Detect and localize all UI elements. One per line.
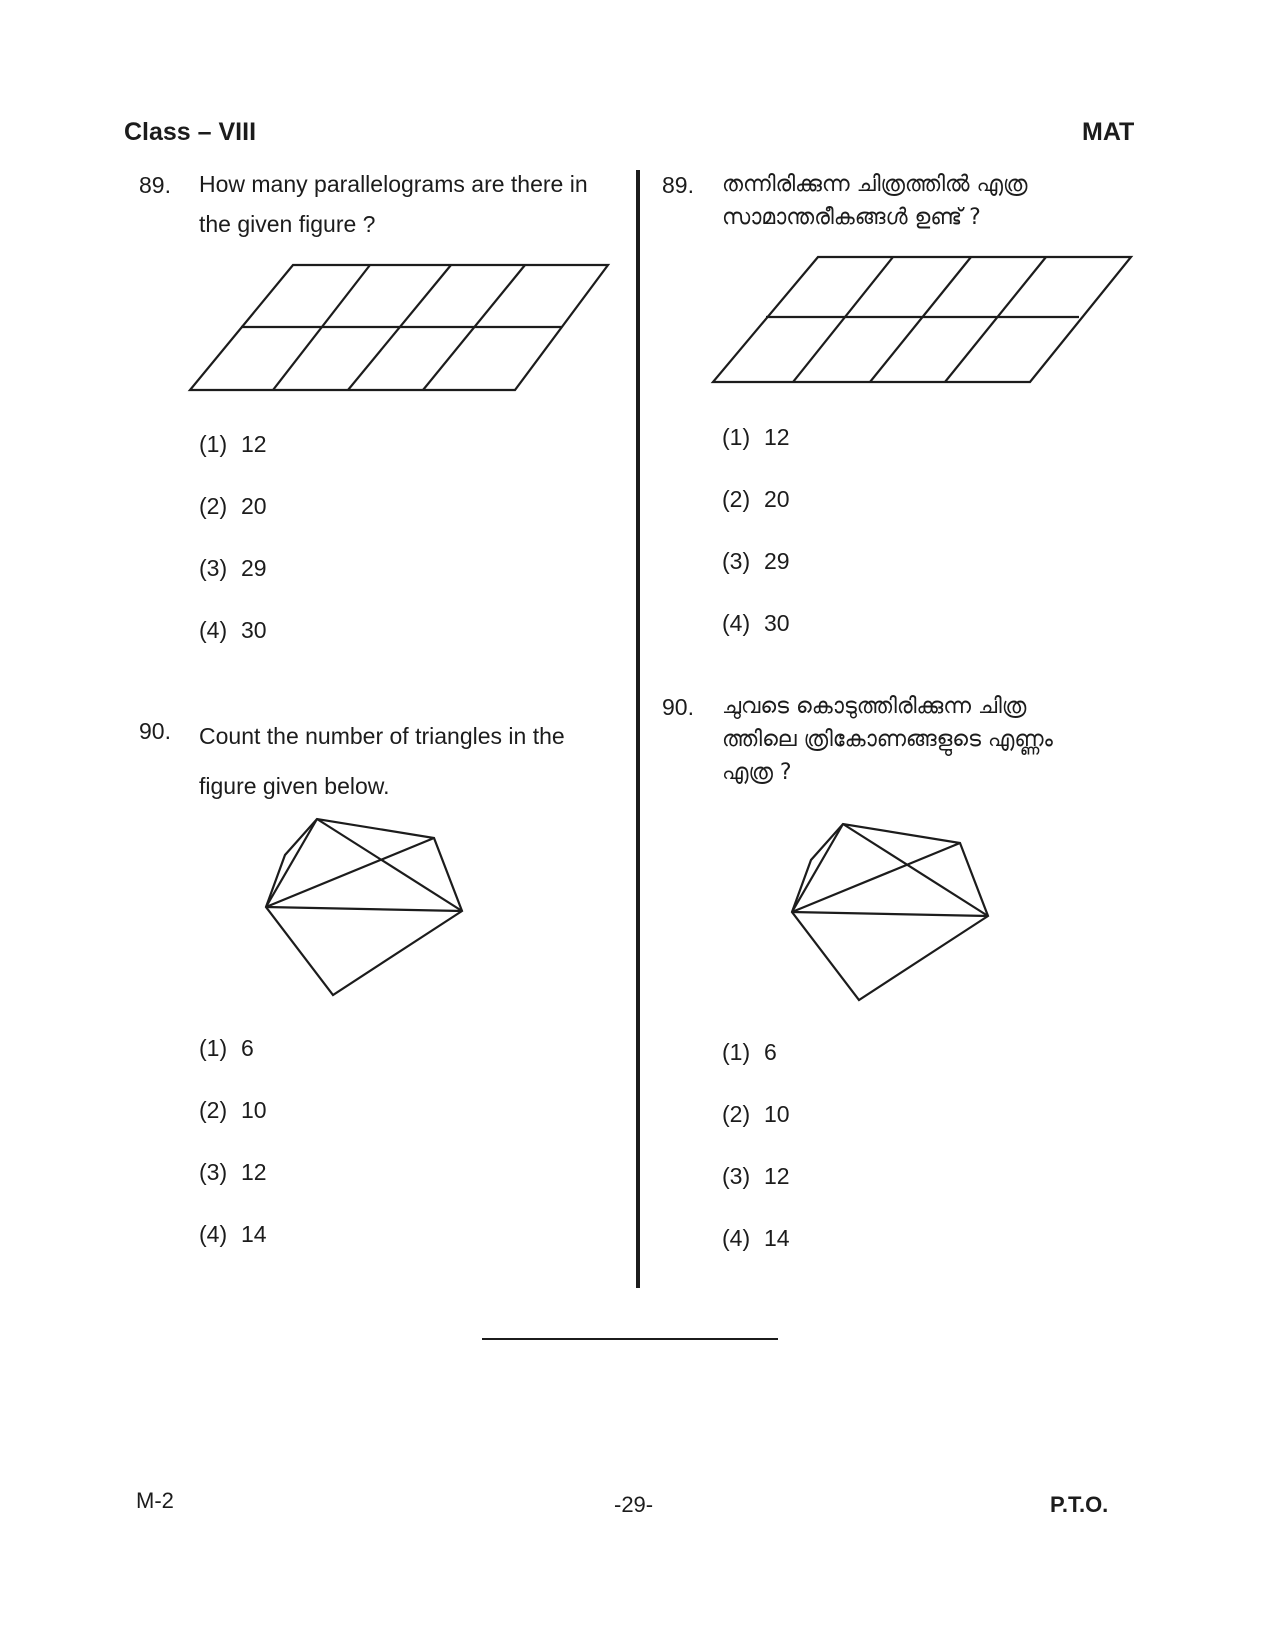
option-3[interactable]	[722, 546, 790, 576]
diagonal-line	[317, 819, 462, 911]
option-number: (4)	[722, 1225, 751, 1251]
option-value: 12	[241, 431, 267, 457]
option-number: (1)	[199, 1035, 228, 1061]
slant-divider	[870, 257, 971, 382]
outer-parallelogram	[713, 257, 1131, 382]
question-text-line: ത്തിലെ ത്രികോണങ്ങളുടെ എണ്ണം	[722, 727, 1053, 752]
question-text-line: figure given below.	[199, 773, 390, 799]
class-label: Class – VIII	[124, 118, 257, 146]
option-3[interactable]	[199, 553, 267, 583]
option-4[interactable]	[722, 608, 790, 638]
option-1[interactable]	[722, 422, 790, 452]
question-text-line: How many parallelograms are there in	[199, 171, 588, 197]
end-rule	[482, 1338, 778, 1340]
option-number: (2)	[199, 1097, 228, 1123]
option-number: (3)	[199, 555, 228, 581]
option-value: 12	[764, 1163, 790, 1189]
question-text-line: സാമാന്തരീകങ്ങൾ ഉണ്ട് ?	[722, 205, 981, 230]
option-1[interactable]	[199, 1033, 254, 1063]
option-value: 10	[241, 1097, 267, 1123]
option-value: 10	[764, 1101, 790, 1127]
option-2[interactable]	[722, 484, 790, 514]
option-number: (1)	[722, 1039, 751, 1065]
question-text	[199, 711, 619, 811]
option-value: 12	[764, 424, 790, 450]
page-number: -29-	[614, 1492, 654, 1517]
option-value: 12	[241, 1159, 267, 1185]
question-text-line: ചുവടെ കൊടുത്തിരിക്കുന്ന ചിത്ര	[722, 694, 1027, 719]
option-value: 29	[764, 548, 790, 574]
question-text	[722, 168, 1142, 234]
question-number: 89.	[662, 172, 694, 198]
parallelogram-grid-figure	[180, 255, 620, 395]
horizontal-line	[792, 912, 988, 916]
option-number: (3)	[722, 1163, 751, 1189]
option-number: (2)	[722, 1101, 751, 1127]
question-number: 89.	[139, 172, 171, 198]
triangle-count-figure	[260, 815, 470, 1005]
pto-label: P.T.O.	[1050, 1492, 1109, 1517]
slant-divider	[945, 257, 1046, 382]
diagonal-line	[843, 824, 988, 916]
option-value: 30	[764, 610, 790, 636]
option-number: (3)	[199, 1159, 228, 1185]
option-4[interactable]	[199, 615, 267, 645]
option-2[interactable]	[199, 1095, 267, 1125]
option-number: (1)	[199, 431, 228, 457]
option-number: (4)	[199, 617, 228, 643]
option-3[interactable]	[199, 1157, 267, 1187]
option-value: 30	[241, 617, 267, 643]
option-value: 20	[764, 486, 790, 512]
option-value: 14	[241, 1221, 267, 1247]
option-number: (4)	[722, 610, 751, 636]
option-2[interactable]	[722, 1099, 790, 1129]
question-text-line: Count the number of triangles in the	[199, 723, 565, 749]
question-text	[722, 690, 1142, 789]
diagonal-line	[266, 819, 317, 907]
slant-divider	[793, 257, 893, 382]
column-divider	[636, 170, 640, 1288]
option-number: (2)	[722, 486, 751, 512]
footer-code: M-2	[136, 1488, 174, 1513]
option-1[interactable]	[199, 429, 267, 459]
question-text-line: the given figure ?	[199, 211, 376, 237]
question-text-line: എത്ര ?	[722, 760, 792, 785]
question-text-line: തന്നിരിക്കുന്ന ചിത്രത്തിൽ എത്ര	[722, 172, 1028, 197]
subject-label: MAT	[1082, 118, 1135, 146]
option-number: (3)	[722, 548, 751, 574]
question-text	[199, 164, 619, 244]
option-3[interactable]	[722, 1161, 790, 1191]
parallelogram-grid-figure	[703, 247, 1143, 387]
diagonal-line	[792, 824, 843, 912]
triangle-count-figure	[786, 820, 996, 1010]
option-4[interactable]	[199, 1219, 267, 1249]
option-1[interactable]	[722, 1037, 777, 1067]
option-value: 29	[241, 555, 267, 581]
option-number: (2)	[199, 493, 228, 519]
option-4[interactable]	[722, 1223, 790, 1253]
question-number: 90.	[662, 694, 694, 720]
option-value: 6	[764, 1039, 777, 1065]
question-number: 90.	[139, 718, 171, 744]
option-2[interactable]	[199, 491, 267, 521]
horizontal-line	[266, 907, 462, 911]
option-value: 20	[241, 493, 267, 519]
option-value: 6	[241, 1035, 254, 1061]
option-value: 14	[764, 1225, 790, 1251]
option-number: (4)	[199, 1221, 228, 1247]
option-number: (1)	[722, 424, 751, 450]
